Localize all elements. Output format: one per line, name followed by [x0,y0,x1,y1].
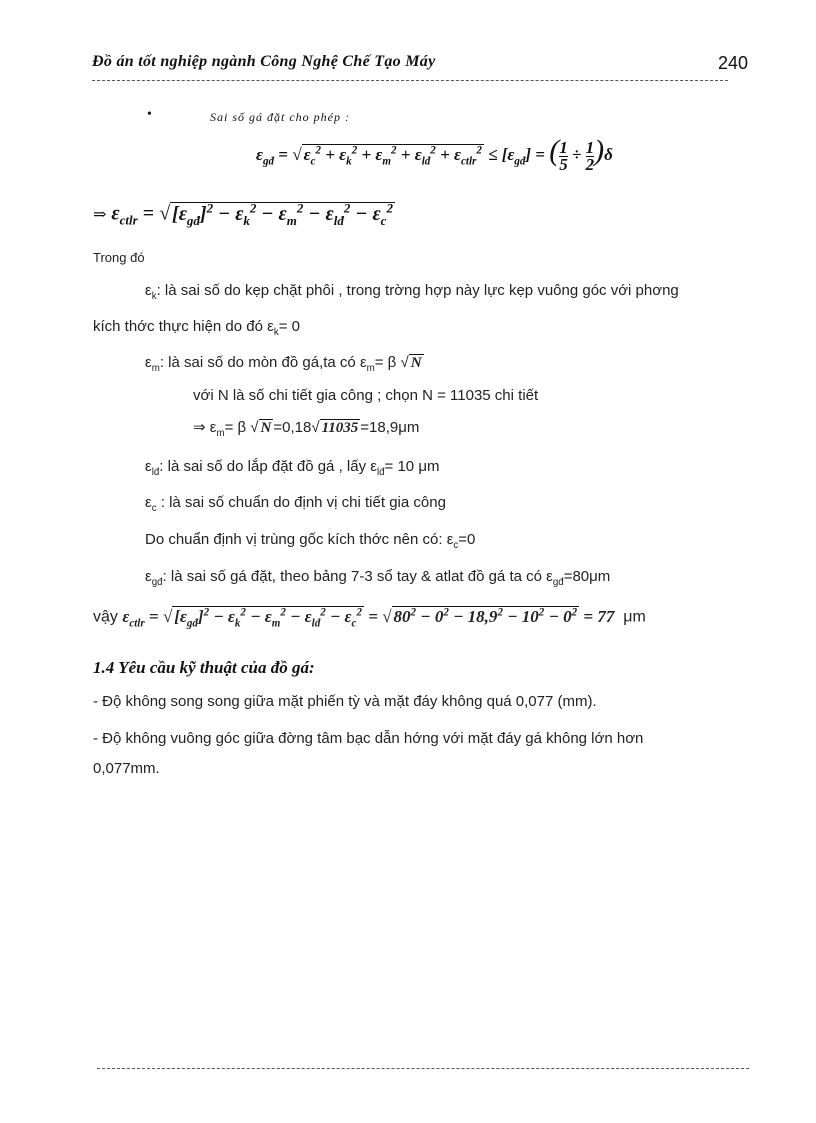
ek-description-line1: $\varepsilon_k$: là sai số do kẹp chặt phôi , trong trờng hợp này lực kẹp vuông góc với phơng [145,282,679,302]
ek-description-line2: kích thớc thực hiện do đó $\varepsilon_k= 0$ [93,318,300,338]
eld-description: $\varepsilon_{lđ}$: là sai số do lắp đặt đồ gá , lấy $\varepsilon_{lđ}= 10$ μm [145,458,440,478]
where-label: Trong đó [93,250,145,265]
section-heading: 1.4 Yêu cầu kỹ thuật của đồ gá: [93,658,315,677]
footer-divider [97,1068,749,1069]
page-number: 240 [718,53,749,73]
allowable-error-label: Sai số gá đặt cho phép : [210,110,350,124]
egd-description: $\varepsilon_{gđ}$: là sai số gá đặt, theo bảng 7-3 sổ tay & atlat đồ gá ta có $\varepsilon_{gđ}=80\mu m$ [145,568,611,588]
document-header-title: Đồ án tốt nghiệp ngành Công Nghệ Chế Tạo Máy [92,53,436,70]
requirement-1: - Độ không song song giữa mặt phiến tỳ và mặt đáy không quá 0,077 (mm). [93,693,597,710]
requirement-2-line2: 0,077mm. [93,760,160,777]
formula-ctlr-error: ⇒ $\varepsilon_{ctlr}$ = √ $[\varepsilon_{gđ}]^2 - \varepsilon_k^2 - \varepsilon_m^2 - \varepsilon_{lđ}^2 - \varepsilon_c^2$ [93,200,393,228]
ec-description: $\varepsilon_c$ : là sai số chuẩn do định vị chi tiết gia công [145,494,446,514]
datum-coincide-line: Do chuẩn định vị trùng gốc kích thớc nên có: $\varepsilon_c=0$ [145,531,476,551]
requirement-2-line1: - Độ không vuông góc giữa đờng tâm bạc dẫn hớng với mặt đáy gá không lớn hơn [93,730,644,747]
result-formula: vậy $\varepsilon_{ctlr}$ = √ $[\varepsilon_{gđ}]^2 - \varepsilon_k^2 - \varepsilon_m^2 - \varepsilon_{lđ}^2 - \varepsilon_c^2$ = √ $80^2 - 0^2 - 18,9^2 - 10^2 - 0^2 = 77$ μm [93,606,646,630]
em-description: $\varepsilon_m$: là sai số do mòn đồ gá,ta có $\varepsilon_m= \beta$ √ N [145,354,422,374]
em-calculation: ⇒ $\varepsilon_m= \beta$ √ N =0,18√ 11035 =18,9μm [193,419,420,439]
em-n-choice: với N là số chi tiết gia công ; chọn N = 11035 chi tiết [193,387,539,404]
header-divider [92,80,728,81]
formula-allowable-error: $\varepsilon_{gđ}$ = √ $\varepsilon_c^2 + \varepsilon_k^2 + \varepsilon_m^2 + \varepsilon_{lđ}^2 + \varepsilon_{ctlr}^2 \le [\varepsilon_{gđ}]$ = ( $\frac{1}{5}$ ÷ $\frac{1}{2}$ )δ [256,134,613,174]
bullet-marker: • [147,107,152,122]
